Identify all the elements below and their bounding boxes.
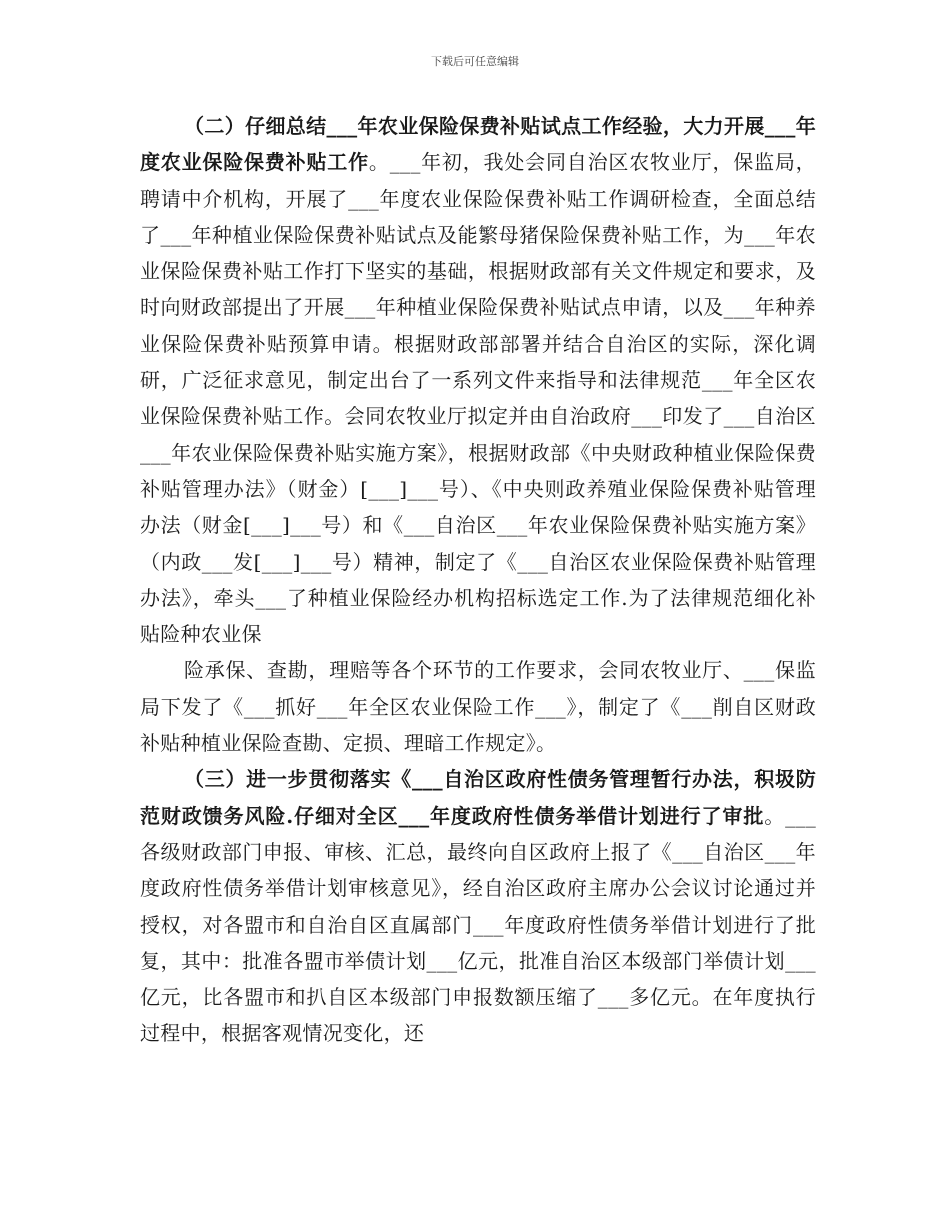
paragraph-section-2 [140, 108, 816, 652]
section-3-body: 。___各级财政部门申报、审核、汇总，最终向自区政府上报了《___自治区___年度政府性债务举借计划审核意见》，经自治区政府主席办公会议讨论通过并授权，对各盟市和自治自区直属部门___年度政府性债务举借计划进行了批复，其中：批准各盟市举债计划___亿元，批准自治区本级部门举债计划___亿元，比各盟市和扒自区本级部门申报数额压缩了___多亿元。在年度执行过程中，根据客观情况变化，还 [140, 803, 817, 1046]
section-2-heading: （二）仔细总结___年农业保险保费补贴试点工作经验，大力开展___年度农业保险保费补贴工作 [140, 114, 816, 175]
paragraph-continuation [140, 652, 816, 761]
section-3-heading: （三）进一步贯彻落实《___自治区政府性债务管理暂行办法，积圾防范财政馈务风险.仔细对全区___年度政府性债务举借计划进行了审批 [140, 767, 816, 828]
document-body [140, 108, 816, 1052]
paragraph-section-3 [140, 761, 816, 1051]
section-2-body: 。___年初，我处会同自治区农牧业厅，保监局，聘请中介机构，开展了___年度农业保险保费补贴工作调研检查，全面总结了___年种植业保险保费补贴试点及能繁母猪保险保费补贴工作，为___年农业保险保费补贴工作打下坚实的基础，根据财政部有关文件规定和要求，及时向财政部提出了开展___年种植业保险保费补贴试点申请，以及___年种养业保险保费补贴预算申请。根据财政部部署并结合自治区的实际，深化调研，广泛征求意见，制定出台了一系列文件来指导和法律规范___年全区农业保险保费补贴工作。会同农牧业厅拟定并由自治政府___印发了___自治区___年农业保险保费补贴实施方案》，根据财政部《中央财政种植业保险保费补贴管理办法》（财金）[___]___号）、《中央则政养殖业保险保费补贴管理办法（财金[___]___号）和《___自治区___年农业保险保费补贴实施方案》（内政___发[___]___号）精神，制定了《___自治区农业保险保费补贴管理办法》，牵头___了种植业保险经办机构招标选定工作.为了法律规范细化补贴险种农业保 [140, 150, 816, 647]
page-header-note: 下载后可任意编辑 [431, 55, 519, 68]
continuation-body: 险承保、查勘，理赔等各个环节的工作要求，会同农牧业厅、___保监局下发了《___抓好___年全区农业保险工作___》，制定了《___削自区财政补贴种植业保险查勘、定损、理暗工作规定》。 [140, 658, 816, 756]
